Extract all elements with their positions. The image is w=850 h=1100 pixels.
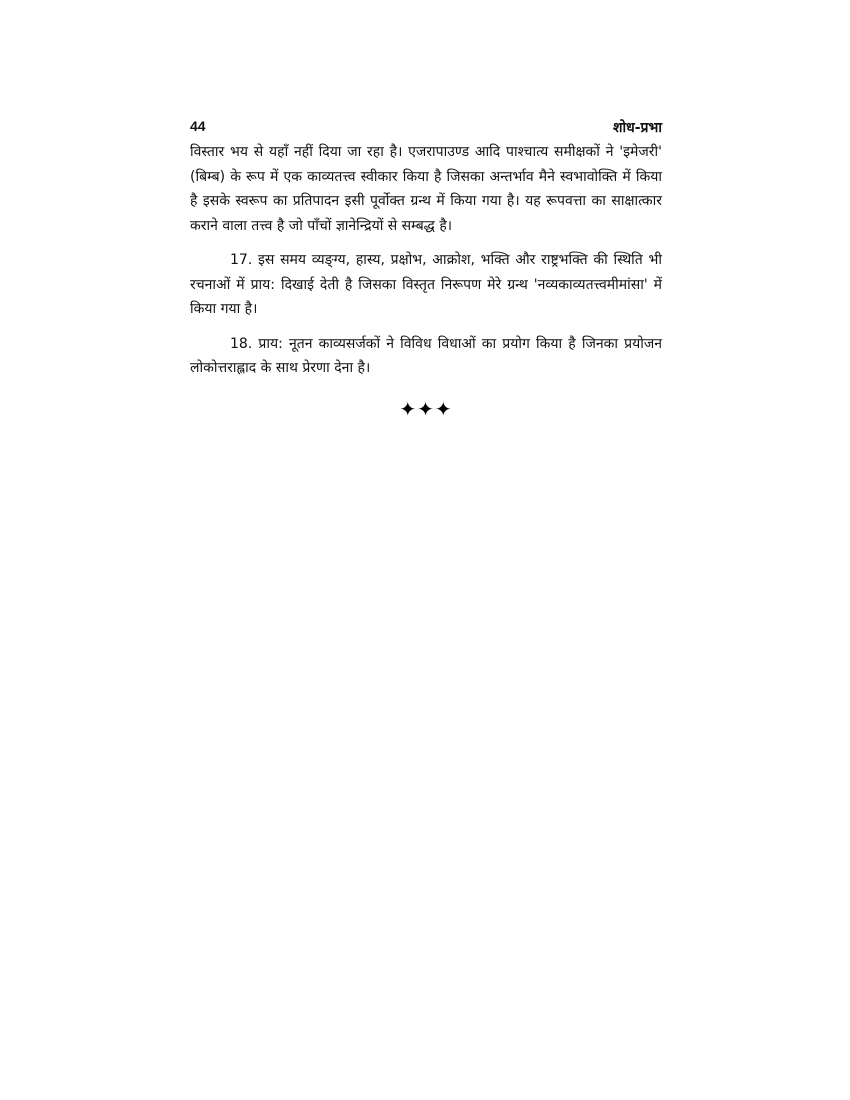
page-header <box>190 114 662 140</box>
section-end-ornament: ✦✦✦ <box>399 396 453 421</box>
paragraph-17: 17. इस समय व्यङ्ग्य, हास्य, प्रक्षोभ, आक्रोश, भक्ति और राष्ट्रभक्ति की स्थिति भी रचनाओं में प्राय: दिखाई देती है जिसका विस्तृत निरूपण मेरे ग्रन्थ 'नव्यकाव्यतत्त्वमीमांसा' में किया गया है। <box>190 252 662 317</box>
page-number: 44 <box>190 118 206 134</box>
paragraph-continuation: विस्तार भय से यहाँ नहीं दिया जा रहा है। एजरापाउण्ड आदि पाश्चात्य समीक्षकों ने 'इमेजरी' (बिम्ब) के रूप में एक काव्यतत्त्व स्वीकार किया है जिसका अन्तर्भाव मैने स्वभावोक्ति में किया है इसके स्वरूप का प्रतिपादन इसी पूर्वोक्त ग्रन्थ में किया गया है। यह रूपवत्ता का साक्षात्कार कराने वाला तत्त्व है जो पाँचों ज्ञानेन्द्रियों से सम्बद्ध है। <box>190 144 662 234</box>
page <box>190 114 662 421</box>
paragraph-18: 18. प्राय: नूतन काव्यसर्जकों ने विविध विधाओं का प्रयोग किया है जिनका प्रयोजन लोकोत्तराह्लाद के साथ प्रेरणा देना है। <box>190 335 662 376</box>
running-title: शोध-प्रभा <box>612 120 662 136</box>
